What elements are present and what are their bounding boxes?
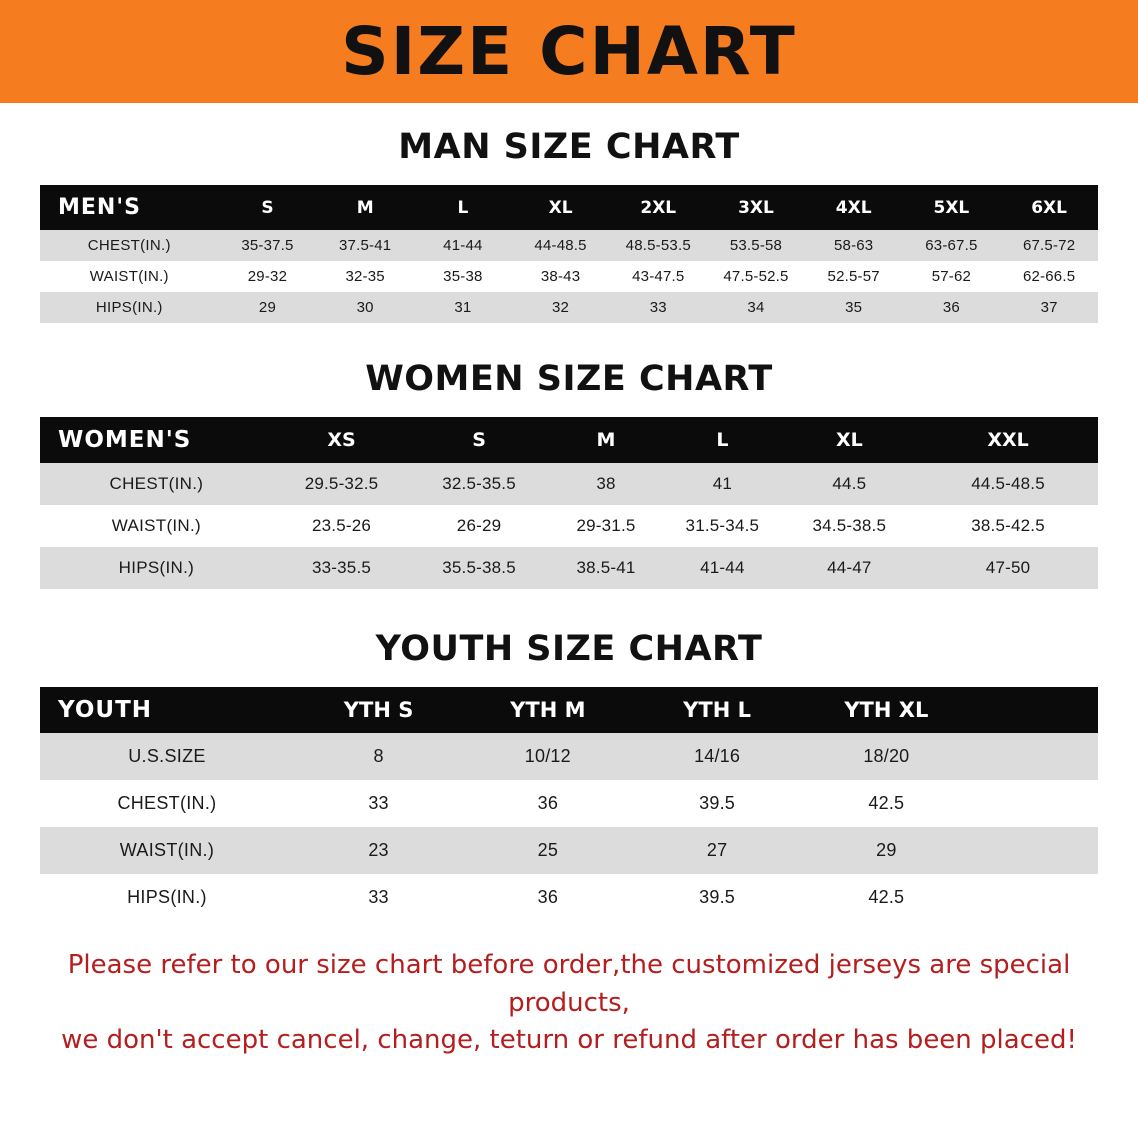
women-section-title: WOMEN SIZE CHART — [365, 359, 773, 399]
table-cell-spacer — [971, 827, 1098, 874]
disclaimer-line-1: Please refer to our size chart before order,the customized jerseys are special products, — [67, 950, 1071, 1018]
column-header: WOMEN'S — [40, 417, 273, 463]
row-label: HIPS(IN.) — [40, 292, 219, 323]
table-row — [40, 230, 1098, 261]
table-cell: 31.5-34.5 — [664, 505, 780, 547]
table-cell: 39.5 — [632, 874, 801, 921]
table-cell: 34 — [707, 292, 805, 323]
man-size-table — [40, 185, 1098, 323]
column-header: XS — [273, 417, 411, 463]
column-header-spacer — [971, 687, 1098, 733]
table-cell: 34.5-38.5 — [781, 505, 919, 547]
column-header: XXL — [918, 417, 1098, 463]
column-header: YTH L — [632, 687, 801, 733]
column-header: YTH M — [463, 687, 632, 733]
table-cell: 44.5-48.5 — [918, 463, 1098, 505]
table-cell: 33 — [294, 874, 463, 921]
table-cell: 29.5-32.5 — [273, 463, 411, 505]
column-header: 2XL — [609, 185, 707, 230]
column-header: 4XL — [805, 185, 903, 230]
youth-section-title: YOUTH SIZE CHART — [375, 629, 763, 669]
column-header: S — [219, 185, 317, 230]
table-cell: 41 — [664, 463, 780, 505]
table-cell: 35-37.5 — [219, 230, 317, 261]
table-header-row — [40, 687, 1098, 733]
table-cell: 38-43 — [512, 261, 610, 292]
table-cell: 42.5 — [802, 780, 971, 827]
row-label: CHEST(IN.) — [40, 230, 219, 261]
row-label: HIPS(IN.) — [40, 547, 273, 589]
column-header: M — [316, 185, 414, 230]
table-cell: 33 — [294, 780, 463, 827]
table-cell: 35.5-38.5 — [410, 547, 548, 589]
column-header: 5XL — [903, 185, 1001, 230]
row-label: U.S.SIZE — [40, 733, 294, 780]
column-header: YOUTH — [40, 687, 294, 733]
table-cell: 39.5 — [632, 780, 801, 827]
column-header: YTH XL — [802, 687, 971, 733]
youth-size-table — [40, 687, 1098, 921]
column-header: XL — [512, 185, 610, 230]
table-cell: 32 — [512, 292, 610, 323]
column-header: M — [548, 417, 664, 463]
table-cell: 47-50 — [918, 547, 1098, 589]
table-cell: 8 — [294, 733, 463, 780]
column-header: L — [664, 417, 780, 463]
table-cell: 29-32 — [219, 261, 317, 292]
row-label: WAIST(IN.) — [40, 261, 219, 292]
women-table-wrapper — [40, 417, 1098, 589]
table-cell: 38.5-42.5 — [918, 505, 1098, 547]
page-banner — [0, 0, 1138, 103]
table-cell: 47.5-52.5 — [707, 261, 805, 292]
table-cell: 48.5-53.5 — [609, 230, 707, 261]
table-cell: 23.5-26 — [273, 505, 411, 547]
page-title: SIZE CHART — [341, 12, 797, 90]
table-header-row — [40, 185, 1098, 230]
table-row — [40, 827, 1098, 874]
table-cell: 23 — [294, 827, 463, 874]
table-cell: 18/20 — [802, 733, 971, 780]
table-cell: 41-44 — [664, 547, 780, 589]
column-header: MEN'S — [40, 185, 219, 230]
table-cell: 41-44 — [414, 230, 512, 261]
table-row — [40, 505, 1098, 547]
table-cell: 36 — [463, 874, 632, 921]
table-cell: 62-66.5 — [1000, 261, 1098, 292]
row-label: CHEST(IN.) — [40, 463, 273, 505]
women-size-table — [40, 417, 1098, 589]
table-row — [40, 463, 1098, 505]
table-cell: 29-31.5 — [548, 505, 664, 547]
table-cell: 42.5 — [802, 874, 971, 921]
table-cell: 58-63 — [805, 230, 903, 261]
table-cell: 32.5-35.5 — [410, 463, 548, 505]
table-cell: 33-35.5 — [273, 547, 411, 589]
table-cell: 36 — [463, 780, 632, 827]
disclaimer-note — [59, 947, 1079, 1060]
table-cell: 10/12 — [463, 733, 632, 780]
table-cell: 63-67.5 — [903, 230, 1001, 261]
table-row — [40, 780, 1098, 827]
row-label: WAIST(IN.) — [40, 505, 273, 547]
column-header: 3XL — [707, 185, 805, 230]
table-row — [40, 261, 1098, 292]
table-cell: 52.5-57 — [805, 261, 903, 292]
table-cell: 26-29 — [410, 505, 548, 547]
youth-table-wrapper — [40, 687, 1098, 921]
table-cell: 14/16 — [632, 733, 801, 780]
table-cell: 31 — [414, 292, 512, 323]
table-row — [40, 733, 1098, 780]
table-cell: 32-35 — [316, 261, 414, 292]
row-label: WAIST(IN.) — [40, 827, 294, 874]
table-cell-spacer — [971, 780, 1098, 827]
table-cell: 37 — [1000, 292, 1098, 323]
column-header: YTH S — [294, 687, 463, 733]
column-header: S — [410, 417, 548, 463]
table-cell: 44-48.5 — [512, 230, 610, 261]
man-section-title: MAN SIZE CHART — [398, 127, 740, 167]
column-header: 6XL — [1000, 185, 1098, 230]
table-row — [40, 547, 1098, 589]
column-header: L — [414, 185, 512, 230]
table-cell: 27 — [632, 827, 801, 874]
table-cell: 29 — [219, 292, 317, 323]
row-label: CHEST(IN.) — [40, 780, 294, 827]
table-cell: 30 — [316, 292, 414, 323]
row-label: HIPS(IN.) — [40, 874, 294, 921]
disclaimer-line-2: we don't accept cancel, change, teturn or refund after order has been placed! — [61, 1025, 1077, 1056]
table-cell: 29 — [802, 827, 971, 874]
table-cell: 38 — [548, 463, 664, 505]
table-cell-spacer — [971, 733, 1098, 780]
table-cell: 37.5-41 — [316, 230, 414, 261]
table-cell: 36 — [903, 292, 1001, 323]
table-cell: 38.5-41 — [548, 547, 664, 589]
table-row — [40, 292, 1098, 323]
table-row — [40, 874, 1098, 921]
column-header: XL — [781, 417, 919, 463]
table-cell: 57-62 — [903, 261, 1001, 292]
table-cell: 43-47.5 — [609, 261, 707, 292]
man-table-wrapper — [40, 185, 1098, 323]
table-cell: 35-38 — [414, 261, 512, 292]
table-cell: 67.5-72 — [1000, 230, 1098, 261]
table-cell-spacer — [971, 874, 1098, 921]
table-cell: 35 — [805, 292, 903, 323]
table-cell: 33 — [609, 292, 707, 323]
table-cell: 44.5 — [781, 463, 919, 505]
table-cell: 44-47 — [781, 547, 919, 589]
table-cell: 25 — [463, 827, 632, 874]
table-cell: 53.5-58 — [707, 230, 805, 261]
table-header-row — [40, 417, 1098, 463]
